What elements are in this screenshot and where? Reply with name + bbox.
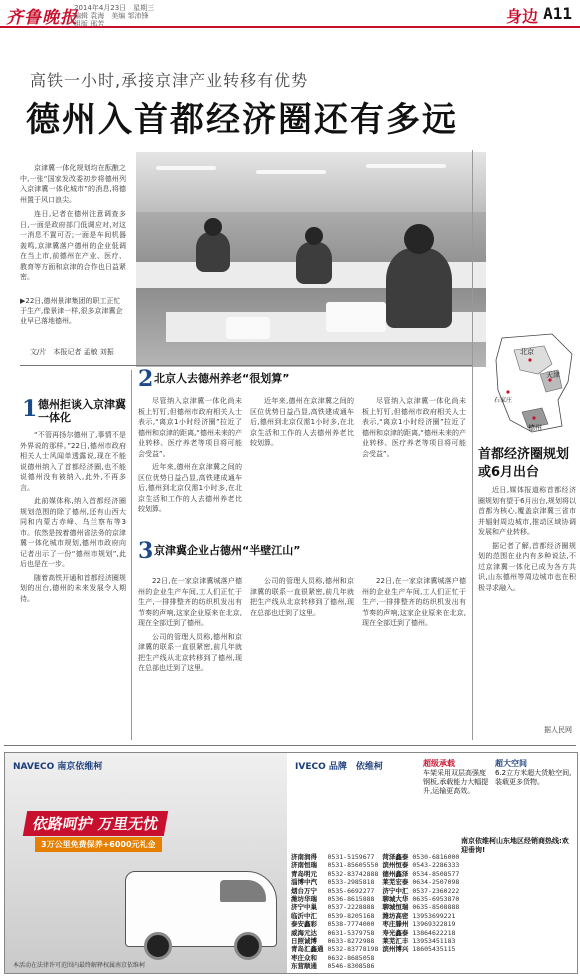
ceiling-lamp: [256, 170, 326, 174]
photo-caption: ▶22日,德州景津集团的职工正忙于生产,像景津一样,很多京津冀企业早已落地德州。: [20, 297, 123, 325]
dealer-city: 青岛明元: [291, 869, 317, 878]
dealer-city: 济南恒瑞: [291, 861, 317, 870]
ad-left-panel: [5, 753, 287, 973]
section-body: [138, 396, 242, 518]
worker-head: [404, 224, 434, 254]
worker-figure: [196, 232, 230, 272]
worker-figure: [296, 242, 332, 284]
section-body-continued: [362, 396, 466, 462]
photo-wall: [136, 152, 486, 212]
dealer-city: 青岛汇鑫通: [291, 945, 324, 954]
van-wheel: [144, 932, 172, 960]
dealer-city: 聊城大华: [382, 895, 409, 904]
dealer-city: 泰安鑫彩: [291, 920, 317, 929]
article-lead: [20, 163, 126, 287]
issue-date: 2014年4月23日 星期三: [74, 4, 155, 12]
dealer-phone: 0537-2360222: [412, 886, 460, 895]
dealer-phone: 18605435115: [412, 945, 456, 954]
dealer-phone: 0536-8615888: [327, 895, 375, 904]
dealer-phone: [410, 954, 461, 962]
promo-text: 6.2立方米超大货舱空间,装载更多货物。: [495, 769, 572, 786]
sidebar-paragraph: 据记者了解,首都经济圈规划的范围在业内有多种说法,不过京津冀一体化已成为各方共识,山东德州等周边城市也在积极寻求融入。: [478, 541, 576, 592]
dealer-row: [289, 887, 461, 895]
column-rule: [131, 370, 132, 740]
section-paragraph: 尽管纳入京津冀一体化尚未板上钉钉,但德州市政府相关人士表示,“离京1小时经济圈”拉近了德州和京津的距离,“德州未来的产业转移、医疗养老等项目将可能会受益”。: [138, 397, 242, 458]
section-body-continued: [362, 576, 466, 632]
issue-meta: [74, 4, 154, 28]
section-title: 北京人去德州养老“很划算”: [154, 372, 290, 385]
dealer-city: 滨州博兴: [382, 945, 409, 954]
page-number: A11: [543, 4, 572, 23]
promo-block-2: [495, 759, 575, 787]
ceiling-lamp: [366, 164, 446, 168]
van-window: [220, 880, 266, 902]
section-paragraph: 公司的管理人员称,德州和京津冀的联系一直很紧密,前几年就把生产线从北京转移到了德州,现在总部也迁到了这里。: [250, 577, 354, 617]
factory-photo: [136, 152, 486, 367]
ad-slogan: 依路呵护 万里无忧: [23, 811, 169, 836]
dealer-city: 济南润得: [291, 853, 317, 861]
lead-paragraph: 连日,记者在德州注意调查多日,一面是政府部门低调应对,对这一消息不置可否;一面是车间机器轰鸣,京津冀落户德州的企业低调在当上市,前德州在产业、医疗、教育等方面和京津的合作也日益紧密。: [20, 210, 126, 281]
dealer-phone: 0531-5159677: [327, 853, 375, 861]
article-headline: 德州入首都经济圈还有多远: [26, 100, 458, 140]
editor-line-2: 组版 邢芳: [74, 20, 105, 28]
sidebar-text: [478, 485, 576, 596]
dealer-note: 南京依维柯山东地区经销商热线:欢迎垂询!: [461, 837, 569, 854]
map-label-shijiazhuang: 石家庄: [494, 397, 513, 404]
dealer-phone: 0635-8508888: [412, 903, 460, 912]
dealer-row: [289, 861, 461, 869]
dealer-phone: 0635-6953870: [412, 895, 460, 904]
dealer-phone: 0546-8308586: [327, 962, 375, 971]
beijing-dot: [528, 358, 531, 361]
section-name: 身边: [505, 7, 538, 26]
dealer-city: 临沂中汇: [291, 911, 317, 920]
dealer-city: 潍坊高密: [382, 911, 409, 920]
ad-footnote: 本活动在法律许可范围内最终解释权属南京依维柯: [13, 962, 146, 969]
dealer-city: 枣庄滕州: [382, 920, 409, 929]
dealer-city: 日照诚博: [291, 937, 317, 946]
lead-paragraph: 京津冀一体化规划均在酝酿之中,一张“国家发改委初步将德州列入京津冀一体化城市”的消息,将德州置于风口浪尖。: [20, 164, 126, 204]
dealer-city: 菏泽鑫泰: [382, 853, 409, 861]
article-kicker: 高铁一小时,承接京津产业转移有优势: [30, 71, 309, 90]
dealer-city: 枣庄众和: [291, 953, 317, 962]
iveco-logo: IVECO 品牌 依维柯: [295, 762, 383, 772]
section-paragraph: 尽管纳入京津冀一体化尚未板上钉钉,但德州市政府相关人士表示,“离京1小时经济圈”拉近了德州和京津的距离,“德州未来的产业转移、医疗养老等项目将可能会受益”。: [362, 397, 466, 458]
dealer-phone: 0530-6816000: [412, 853, 460, 861]
section-paragraph: 22日,在一家京津冀城落户德州的企业生产车间,工人们正忙于生产,一排排整齐的纺织机发出有节奏的声响,这家企业原来在北京,现在全部迁到了德州。: [138, 577, 242, 627]
section-paragraph: 22日,在一家京津冀城落户德州的企业生产车间,工人们正忙于生产,一排排整齐的纺织机发出有节奏的声响,这家企业原来在北京,现在全部迁到了德州。: [362, 577, 466, 627]
dealer-city: 寿光鑫泰: [382, 928, 409, 937]
ad-offer: 3万公里免费保养+6000元礼金: [35, 837, 162, 852]
region-map: [492, 330, 576, 436]
editor-line-1: 编辑 袁海 美编 邹沛锋: [74, 12, 149, 20]
section-paragraph: “不管再扬尔德州了,事情不是外界说的那样。”22日,德州市政府相关人士风闻单透露说,现在不能说德州纳入了首都经济圈,也不能说德州没有被纳入,此外,不再多言。: [20, 431, 126, 492]
dealer-city: 烟台万宁: [291, 886, 317, 895]
promo-title: 超大空间: [495, 759, 527, 768]
map-label-tianjin: 天津: [546, 371, 560, 379]
dealer-row: [289, 929, 461, 937]
worker-figure: [386, 248, 452, 328]
dealer-phone: 0543-2286333: [412, 861, 460, 870]
sidebar-paragraph: 近日,媒体报道称首都经济圈规划有望于6月出台,规划将以首都为核心,覆盖京津冀三省市并辐射周边城市,推动区域协调发展和产业转移。: [478, 486, 576, 536]
section-body-continued: [250, 396, 354, 452]
dealer-phone: 0532-83778198: [327, 945, 379, 954]
dealer-list: [289, 853, 577, 973]
naveco-logo: NAVECO 南京依维柯: [13, 762, 103, 772]
dealer-city: 潍坊华瑞: [291, 895, 317, 904]
advertisement: [4, 752, 578, 974]
dealer-city: [380, 954, 410, 962]
dealer-row: [289, 878, 461, 886]
section-paragraph: 此前媒体称,纳入首都经济圈规划范围的除了德州,还有山西大同和内蒙古赤峰、乌兰察布等3市。依然是按着德州省法务的京津冀一体化城市规划,德州市政府向记者出示了一份“德州市规划”,此后也是在一步。: [20, 497, 126, 568]
dealer-city: 东营顺通: [291, 962, 317, 971]
section-number: 2: [138, 366, 154, 392]
dealer-city: 聊城恒瑞: [382, 903, 409, 912]
section-title: 德州拒谈入京津冀一体化: [38, 398, 126, 424]
dealer-phone: 0632-8685058: [327, 953, 375, 962]
van-image: [125, 871, 277, 947]
dealer-row: [289, 903, 461, 911]
dealer-phone: 0633-8272988: [327, 937, 375, 946]
dealer-city: [380, 962, 410, 970]
dealer-phone: 0539-8205168: [327, 911, 375, 920]
dealer-phone: 0634-2507098: [412, 878, 460, 887]
dealer-phone: 0537-2228888: [327, 903, 375, 912]
dealer-phone: 13953451183: [412, 937, 456, 946]
dealer-city: 莱芜宏泰: [382, 878, 409, 887]
promo-title: 超级承载: [423, 759, 455, 768]
dealer-phone: 13969322819: [412, 920, 456, 929]
section-paragraph: 随着高铁开通和首都经济圈规划的出台,德州的未来发展令人期待。: [20, 573, 126, 603]
dealer-city: 淄博中汽: [291, 878, 317, 887]
dezhou-dot: [532, 416, 535, 419]
section-paragraph: 公司的管理人员称,德州和京津冀的联系一直很紧密,前几年就把生产线从北京转移到了德州,现在总部也迁到了这里。: [138, 632, 242, 672]
dealer-phone: 0631-5379758: [327, 928, 375, 937]
dealer-city: 济宁中汇: [382, 886, 409, 895]
fabric-pile: [326, 302, 386, 332]
promo-text: 车架采用双层高强度钢板,承载能力大幅提升,运输更高效。: [423, 769, 489, 795]
fabric-pile: [226, 317, 270, 339]
dealer-phone: 0532-83742888: [327, 869, 379, 878]
dealer-phone: 13864622218: [412, 928, 456, 937]
dealer-phone: 0534-8508577: [412, 869, 460, 878]
dealer-row: [289, 870, 461, 878]
map-label-dezhou: 德州: [528, 424, 542, 432]
dealer-city: 威海元达: [291, 928, 317, 937]
section-paragraph: 近年来,德州在京津冀之间的区位优势日益凸显,高铁建成通车后,德州到北京仅需1小时多,在北京生活和工作的人去德州养老比较划算。: [250, 397, 354, 447]
worker-head: [305, 227, 323, 245]
dealer-table: [289, 853, 461, 971]
section-body-continued: [250, 576, 354, 621]
dealer-row: [289, 945, 461, 953]
dealer-city: 莱芜汇丰: [382, 937, 409, 946]
dealer-phone: 0533-2985818: [327, 878, 375, 887]
dealer-row: [289, 912, 461, 920]
dealer-phone: 0538-7774000: [327, 920, 375, 929]
map-label-beijing: 北京: [520, 348, 534, 356]
ad-divider: [4, 745, 576, 746]
dealer-phone: [410, 962, 461, 970]
section-body: [138, 576, 242, 677]
worker-head: [204, 218, 222, 236]
sidebar-credit: 据人民网: [544, 726, 572, 734]
sidebar-title: 首都经济圈规划或6月出台: [478, 447, 570, 480]
section-paragraph: 近年来,德州在京津冀之间的区位优势日益凸显,高铁建成通车后,德州到北京仅需1小时多,在北京生活和工作的人去德州养老比较划算。: [138, 463, 242, 513]
column-rule: [472, 150, 473, 740]
van-wheel: [234, 932, 262, 960]
dealer-phone: 13953699221: [412, 911, 456, 920]
ceiling-lamp: [156, 166, 216, 170]
shijiazhuang-dot: [506, 390, 509, 393]
dealer-city: 济宁中巢: [291, 903, 317, 912]
promo-block-1: [423, 759, 489, 796]
dealer-city: 德州鑫泽: [382, 869, 409, 878]
page-header: [0, 0, 580, 28]
dealer-row: [289, 962, 461, 970]
dealer-phone: 0531-85605550: [327, 861, 379, 870]
section-divider: [20, 365, 472, 366]
dealer-row: [289, 920, 461, 928]
section-number: 3: [138, 538, 154, 564]
byline: 文/片 本报记者 孟敏 刘振: [30, 348, 114, 356]
ad-right-panel: [289, 753, 577, 973]
section-title: 京津冀企业占德州“半壁江山”: [154, 544, 301, 557]
dealer-city: 滨州恒泰: [382, 861, 409, 870]
dealer-phone: 0535-6692277: [327, 886, 375, 895]
section-number: 1: [22, 396, 38, 422]
section-body: [20, 430, 126, 607]
newspaper-logo: 齐鲁晚报: [6, 8, 78, 28]
